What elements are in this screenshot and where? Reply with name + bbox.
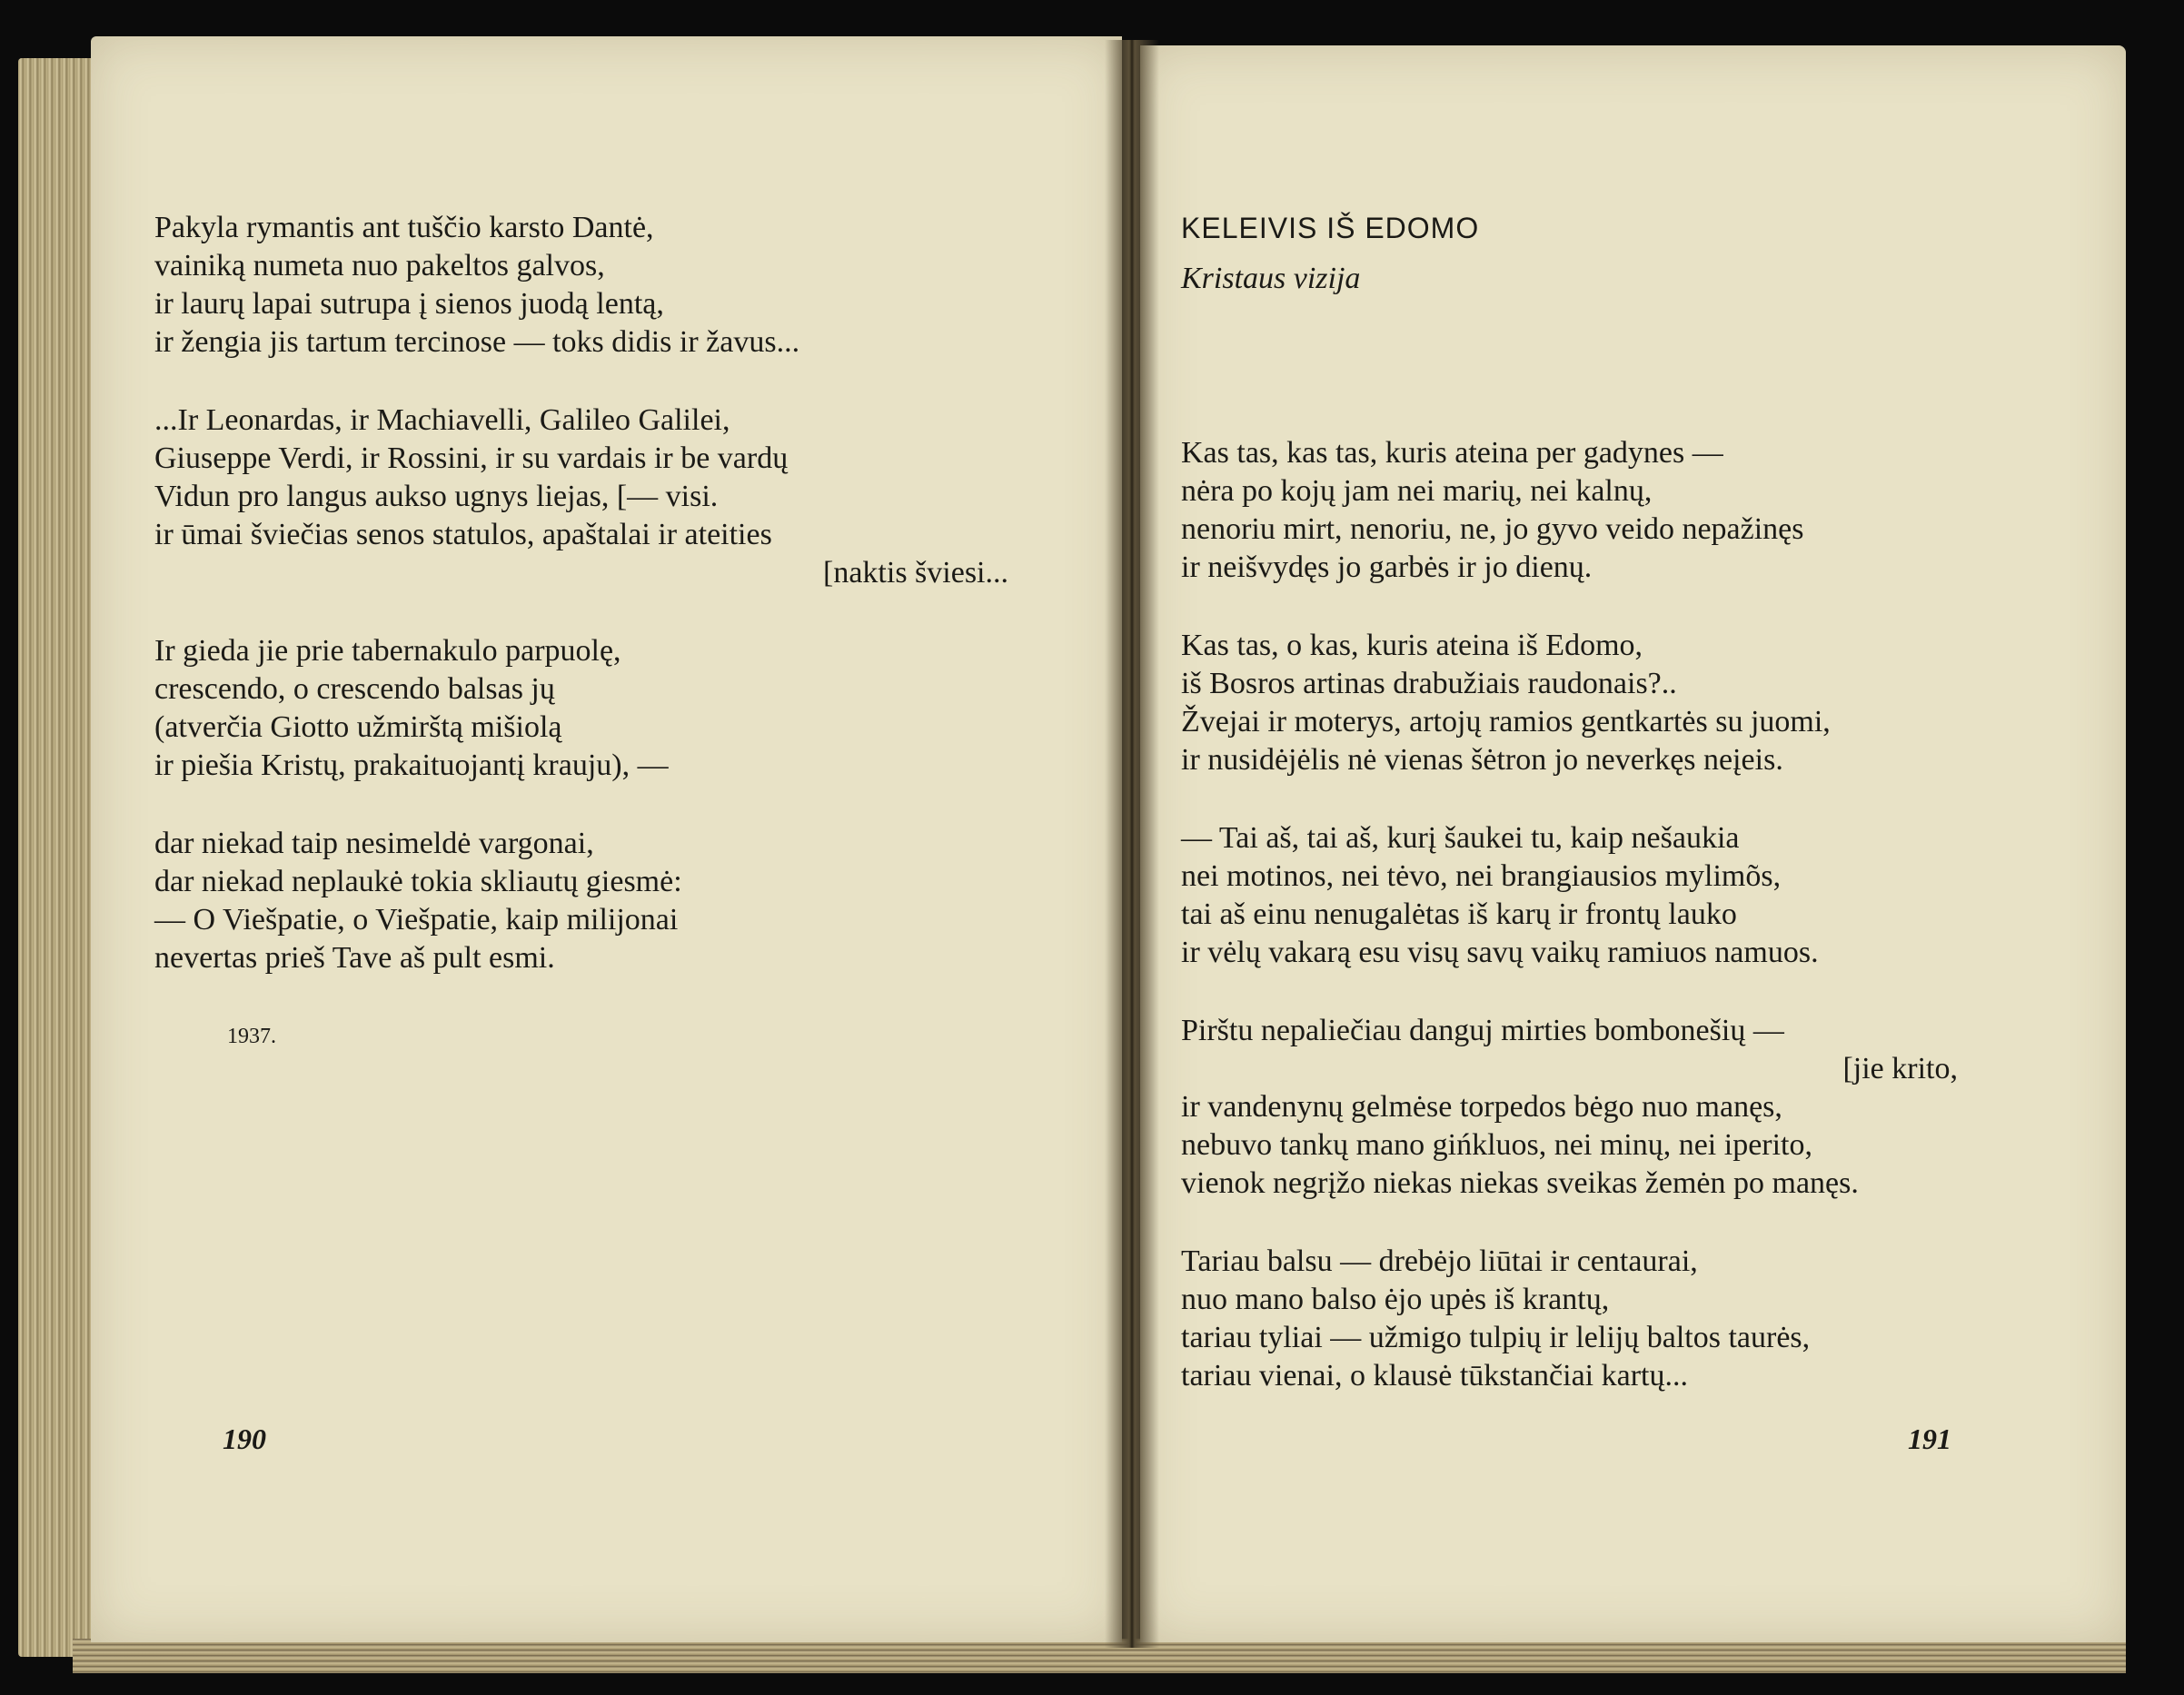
poem-line: nuo mano balso ėjo upės iš krantų, [1181,1283,1610,1316]
poem-line: Žvejai ir moterys, artojų ramios gentkartės su juomi, [1181,705,1831,738]
page-stack-bottom [73,1639,2126,1673]
right-page-poem [1181,209,1958,1435]
poem-line: nenoriu mirt, nenoriu, ne, jo gyvo veido nepažinęs [1181,512,1804,546]
poem-line: Tariau balsu — drebėjo liūtai ir centaurai, [1181,1244,1698,1278]
poem-line: tariau tyliai — užmigo tulpių ir lelijų baltos taurės, [1181,1321,1811,1354]
poem-line: nevertas prieš Tave aš pult esmi. [154,941,555,975]
poem-heading [1181,209,1958,298]
poem-line: — Tai aš, tai aš, kurį šaukei tu, kaip nešaukia [1181,821,1740,855]
poem-subtitle: Kristaus vizija [1181,262,1361,295]
poem-line: crescendo, o crescendo balsas jų [154,672,555,706]
poem-line: tai aš einu nenugalėtas iš karų ir frontų lauko [1181,897,1737,931]
poem-line: Kas tas, kas tas, kuris ateina per gadynes — [1181,436,1723,470]
right-stanza-3 [1181,819,1958,972]
poem-line: iš Bosros artinas drabužiais raudonais?.. [1181,667,1677,700]
left-stanza-4 [154,825,1008,977]
poem-line: — O Viešpatie, o Viešpatie, kaip milijonai [154,903,679,937]
book-gutter [1105,40,1159,1648]
poem-line: Pirštu nepaliečiau danguj mirties bombonešių — [1181,1014,1784,1047]
left-stanza-2 [154,401,1008,592]
right-stanza-5 [1181,1243,1958,1395]
poem-line: vienok negrįžo niekas niekas sveikas žemėn po manęs. [1181,1166,1859,1200]
poem-line: ir laurų lapai sutrupa į sienos juodą lentą, [154,287,664,321]
poem-line: nėra po kojų jam nei marių, nei kalnų, [1181,474,1653,508]
poem-line: Ir gieda jie prie tabernakulo parpuolę, [154,634,621,668]
poem-line: ir nusidėjėlis nė vienas šėtron jo neverkęs neįeis. [1181,743,1783,777]
poem-line: Vidun pro langus aukso ugnys liejas, [— visi. [154,480,719,513]
poem-line: (atverčia Giotto užmirštą mišiolą [154,710,562,744]
poem-line: Pakyla rymantis ant tuščio karsto Dantė, [154,211,654,244]
right-stanza-2 [1181,627,1958,779]
poem-line: Kas tas, o kas, kuris ateina iš Edomo, [1181,629,1643,662]
poem-line: nei motinos, nei tėvo, nei brangiausios mylimõs, [1181,859,1782,893]
left-page-poem [154,209,1008,1017]
poem-line: ...Ir Leonardas, ir Machiavelli, Galileo Galilei, [154,403,730,437]
poem-line: ir ūmai šviečias senos statulos, apaštalai ir ateities [154,518,772,551]
poem-title: KELEIVIS IŠ EDOMO [1181,212,1480,244]
poem-line: ir vėlų vakarą esu visų savų vaikų ramiuos namuos. [1181,936,1819,969]
poem-line: dar niekad taip nesimeldė vargonai, [154,827,594,860]
left-stanza-1 [154,209,1008,362]
page-number-left: 190 [223,1422,266,1455]
poem-line-continuation: [naktis šviesi... [823,556,1008,590]
poem-line: tariau vienai, o klausė tūkstančiai kartų... [1181,1359,1688,1393]
left-stanza-3 [154,632,1008,785]
right-stanza-1 [1181,434,1958,587]
right-stanza-4 [1181,1012,1958,1203]
poem-line: dar niekad neplaukė tokia skliautų giesmė: [154,865,682,898]
poem-line: ir žengia jis tartum tercinose — toks didis ir žavus... [154,325,800,359]
poem-line: ir vandenynų gelmėse torpedos bėgo nuo manęs, [1181,1090,1782,1124]
poem-line-continuation: [jie krito, [1842,1052,1958,1085]
poem-line: ir piešia Kristų, prakaituojantį krauju), — [154,748,669,782]
poem-line: Giuseppe Verdi, ir Rossini, ir su vardais ir be vardų [154,441,789,475]
poem-line: vainiką numeta nuo pakeltos galvos, [154,249,605,282]
poem-year: 1937. [227,1025,276,1048]
poem-line: ir neišvydęs jo garbės ir jo dienų. [1181,550,1593,584]
page-number-right: 191 [1908,1422,1951,1455]
poem-line: nebuvo tankų mano gińkluos, nei minų, nei iperito, [1181,1128,1813,1162]
